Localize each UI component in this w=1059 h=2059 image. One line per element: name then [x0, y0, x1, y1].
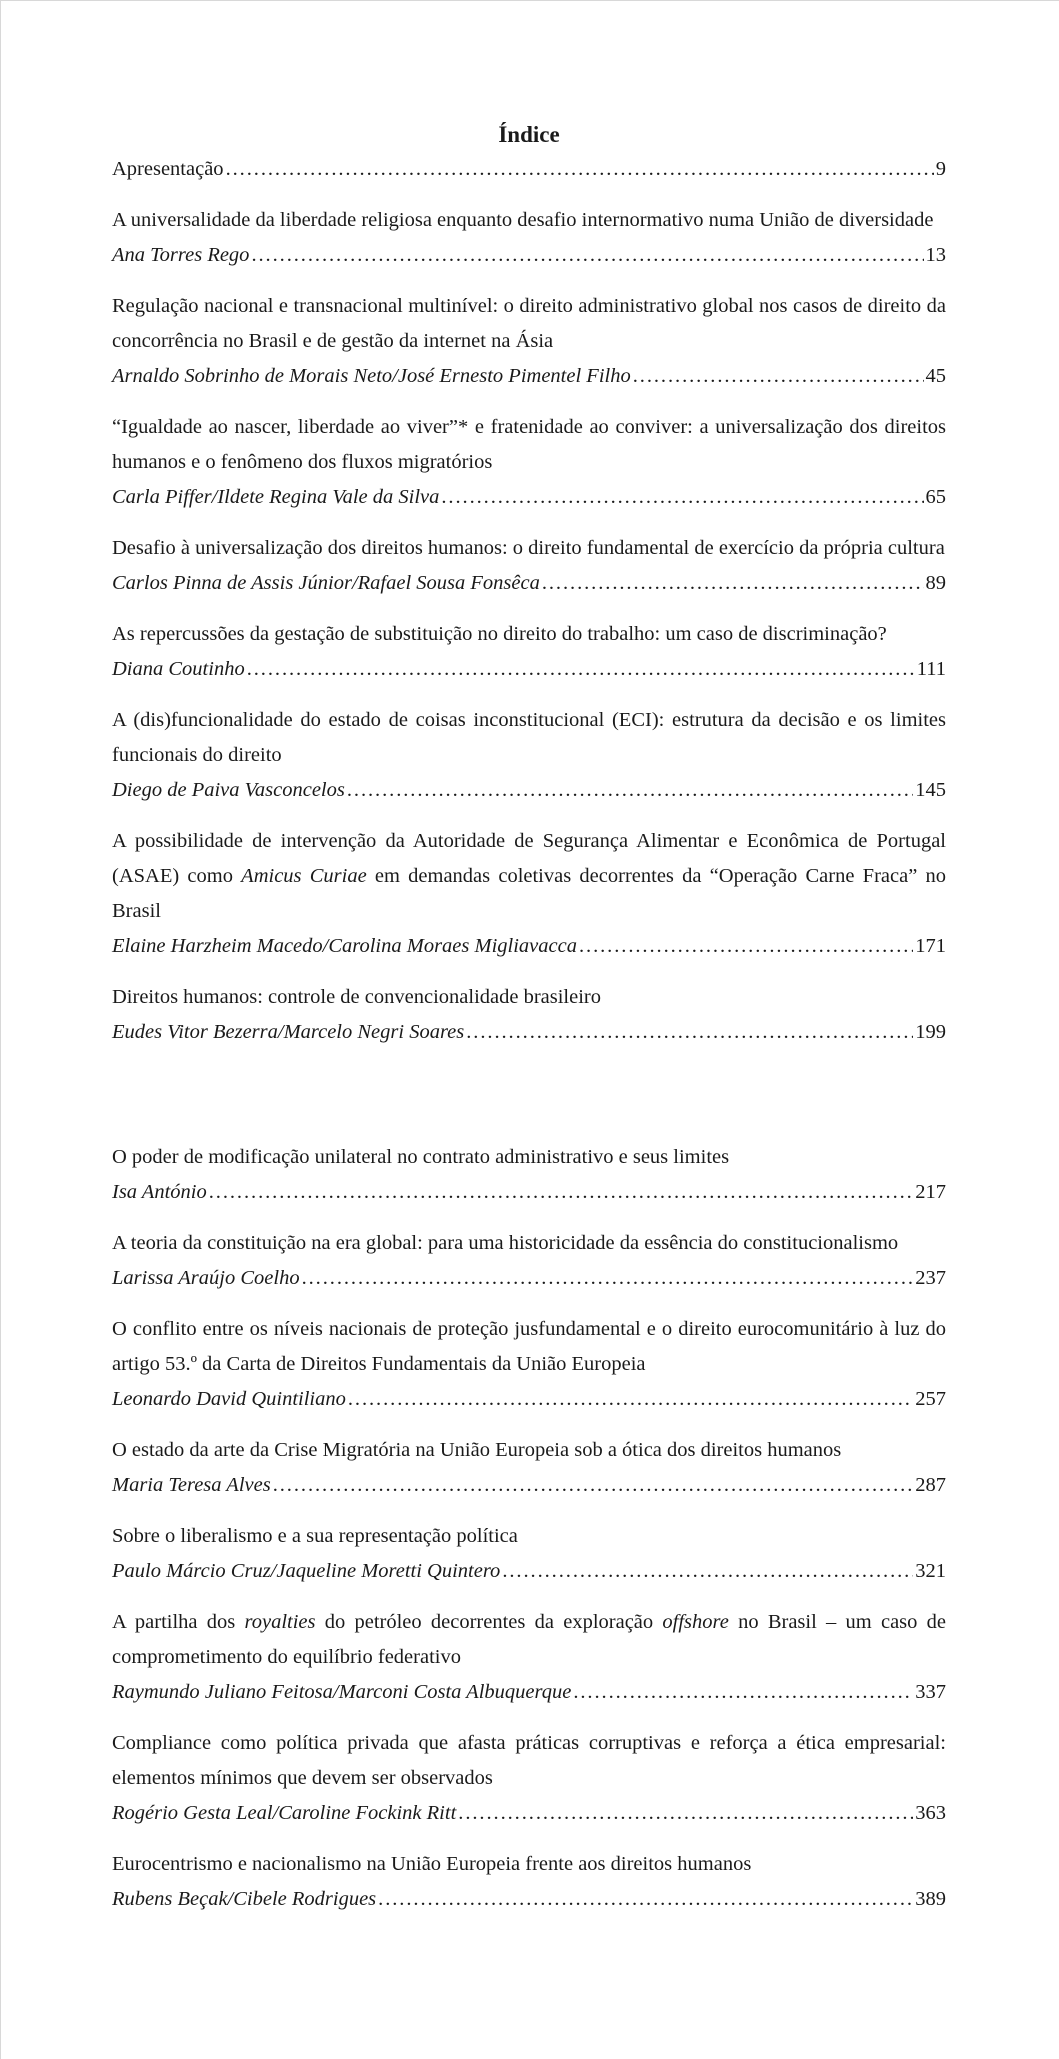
entry-author-row	[112, 1015, 946, 1050]
entry-page-number: 363	[915, 1802, 946, 1824]
entry-author-row	[112, 238, 946, 273]
entry-authors: Elaine Harzheim Macedo/Carolina Moraes Migliavacca	[112, 935, 577, 957]
entry-authors: Rogério Gesta Leal/Caroline Fockink Ritt	[112, 1802, 457, 1824]
entry-authors: Larissa Araújo Coelho	[112, 1267, 300, 1289]
toc-entry[interactable]	[112, 1433, 946, 1503]
toc-part-2	[112, 1140, 946, 1917]
entry-title-part: no Brasil – um caso de comprometimento do equilíbrio federativo	[112, 1611, 946, 1668]
page-border-left	[0, 0, 1, 2059]
dot-leader	[302, 1261, 914, 1296]
toc-entry[interactable]	[112, 289, 946, 394]
entry-author-row	[112, 1261, 946, 1296]
dot-leader	[542, 566, 924, 601]
entry-page-number: 65	[925, 486, 946, 508]
entry-page-number: 337	[915, 1681, 946, 1703]
entry-author-row	[112, 1468, 946, 1503]
toc-entry[interactable]	[112, 1726, 946, 1831]
entry-title-italic: Amicus Curiae	[241, 865, 367, 887]
entry-page-number: 237	[915, 1267, 946, 1289]
entry-author-row	[112, 1882, 946, 1917]
entry-title-italic: offshore	[662, 1611, 729, 1633]
entry-authors: Leonardo David Quintiliano	[112, 1388, 346, 1410]
section-gap	[112, 1066, 946, 1140]
entry-author-row	[112, 652, 946, 687]
dot-leader	[579, 929, 913, 964]
entry-author-row	[112, 1796, 946, 1831]
entry-title: Sobre o liberalismo e a sua representação política	[112, 1525, 518, 1547]
entry-title-part: do petróleo decorrentes da exploração	[315, 1611, 663, 1633]
dot-leader	[573, 1675, 913, 1710]
toc-entry[interactable]	[112, 1519, 946, 1589]
entry-author-row	[112, 359, 946, 394]
dot-leader	[378, 1882, 913, 1917]
entry-page-number: 389	[915, 1888, 946, 1910]
entry-page-number: 321	[915, 1560, 946, 1582]
toc-entry[interactable]	[112, 824, 946, 964]
entry-page-number: 171	[915, 935, 946, 957]
page-border-top	[0, 0, 1059, 1]
entry-title-part: em demandas coletivas decorrentes da “Operação Carne Fraca” no Brasil	[112, 865, 947, 922]
entry-title: Direitos humanos: controle de convencionalidade brasileiro	[112, 986, 601, 1008]
entry-title: O poder de modificação unilateral no contrato administrativo e seus limites	[112, 1146, 730, 1168]
entry-page-number: 217	[915, 1181, 946, 1203]
entry-page-number: 287	[915, 1474, 946, 1496]
entry-title	[112, 824, 946, 929]
toc-entry[interactable]	[112, 203, 946, 273]
entry-title: A universalidade da liberdade religiosa enquanto desafio internormativo numa União de diversidade	[112, 209, 934, 231]
entry-title: A (dis)funcionalidade do estado de coisas inconstitucional (ECI): estrutura da decisão e os limites funcionais do direito	[112, 709, 946, 766]
entry-author-row	[112, 1675, 946, 1710]
dot-leader	[251, 238, 923, 273]
dot-leader	[441, 480, 923, 515]
dot-leader	[347, 773, 913, 808]
toc-entry[interactable]	[112, 1140, 946, 1210]
entry-title	[112, 1605, 946, 1675]
toc-entry[interactable]	[112, 703, 946, 808]
page-title: Índice	[498, 122, 560, 147]
dot-leader	[466, 1015, 913, 1050]
entry-authors: Carlos Pinna de Assis Júnior/Rafael Sousa Fonsêca	[112, 572, 540, 594]
entry-authors: Carla Piffer/Ildete Regina Vale da Silva	[112, 486, 440, 508]
entry-page-number: 199	[915, 1021, 946, 1043]
toc-entry[interactable]	[112, 1312, 946, 1417]
entry-title: As repercussões da gestação de substituição no direito do trabalho: um caso de discriminação?	[112, 623, 887, 645]
index-page	[112, 118, 946, 1933]
toc-part-1	[112, 203, 946, 1050]
entry-page-number: 89	[925, 572, 946, 594]
toc-entry[interactable]	[112, 980, 946, 1050]
entry-title: A teoria da constituição na era global: para uma historicidade da essência do constitucionalismo	[112, 1232, 899, 1254]
intro-page: 9	[935, 158, 946, 180]
entry-authors: Raymundo Juliano Feitosa/Marconi Costa Albuquerque	[112, 1681, 572, 1703]
entry-authors: Diana Coutinho	[112, 658, 245, 680]
entry-author-row	[112, 773, 946, 808]
entry-author-row	[112, 1382, 946, 1417]
entry-authors: Rubens Beçak/Cibele Rodrigues	[112, 1888, 377, 1910]
dot-leader	[348, 1382, 913, 1417]
entry-title-part: A possibilidade de intervenção da Autoridade de Segurança Alimentar e Econômica de Portugal (ASAE) como	[112, 830, 946, 887]
toc-entry[interactable]	[112, 1605, 946, 1710]
entry-title: Regulação nacional e transnacional multinível: o direito administrativo global nos casos de direito da concorrência no Brasil e de gestão da internet na Ásia	[112, 295, 946, 352]
dot-leader	[226, 152, 934, 187]
entry-authors: Maria Teresa Alves	[112, 1474, 271, 1496]
entry-title: O conflito entre os níveis nacionais de proteção jusfundamental e o direito eurocomunitário à luz do artigo 53.º da Carta de Direitos Fundamentais da União Europeia	[112, 1318, 946, 1375]
entry-page-number: 45	[925, 365, 946, 387]
dot-leader	[458, 1796, 913, 1831]
entry-authors: Isa António	[112, 1181, 207, 1203]
toc-entry[interactable]	[112, 410, 946, 515]
entry-page-number: 257	[915, 1388, 946, 1410]
intro-entry[interactable]	[112, 152, 946, 187]
dot-leader	[502, 1554, 913, 1589]
entry-authors: Diego de Paiva Vasconcelos	[112, 779, 345, 801]
entry-author-row	[112, 929, 946, 964]
entry-authors: Paulo Márcio Cruz/Jaqueline Moretti Quintero	[112, 1560, 501, 1582]
entry-authors: Eudes Vitor Bezerra/Marcelo Negri Soares	[112, 1021, 465, 1043]
entry-title: “Igualdade ao nascer, liberdade ao viver”* e fratenidade ao conviver: a universalização dos direitos humanos e o fenômeno dos fluxos migratórios	[112, 416, 946, 473]
entry-author-row	[112, 566, 946, 601]
toc-entry[interactable]	[112, 617, 946, 687]
entry-title: Eurocentrismo e nacionalismo na União Europeia frente aos direitos humanos	[112, 1853, 752, 1875]
toc-entry[interactable]	[112, 1226, 946, 1296]
entry-authors: Arnaldo Sobrinho de Morais Neto/José Ernesto Pimentel Filho	[112, 365, 631, 387]
entry-page-number: 145	[915, 779, 946, 801]
dot-leader	[273, 1468, 914, 1503]
toc-entry[interactable]	[112, 1847, 946, 1917]
entry-author-row	[112, 1175, 946, 1210]
entry-title-italic: royalties	[244, 1611, 316, 1633]
dot-leader	[633, 359, 924, 394]
entry-page-number: 13	[925, 244, 946, 266]
entry-author-row	[112, 480, 946, 515]
dot-leader	[209, 1175, 914, 1210]
entry-author-row	[112, 1554, 946, 1589]
entry-title: O estado da arte da Crise Migratória na União Europeia sob a ótica dos direitos humanos	[112, 1439, 842, 1461]
intro-label: Apresentação	[112, 158, 224, 180]
entry-title: Desafio à universalização dos direitos humanos: o direito fundamental de exercício da própria cultura	[112, 537, 945, 559]
toc-entry[interactable]	[112, 531, 946, 601]
entry-title: Compliance como política privada que afasta práticas corruptivas e reforça a ética empresarial: elementos mínimos que devem ser observados	[112, 1732, 946, 1789]
entry-authors: Ana Torres Rego	[112, 244, 250, 266]
entry-page-number: 111	[916, 658, 946, 680]
dot-leader	[247, 652, 915, 687]
entry-title-part: A partilha dos	[112, 1611, 245, 1633]
